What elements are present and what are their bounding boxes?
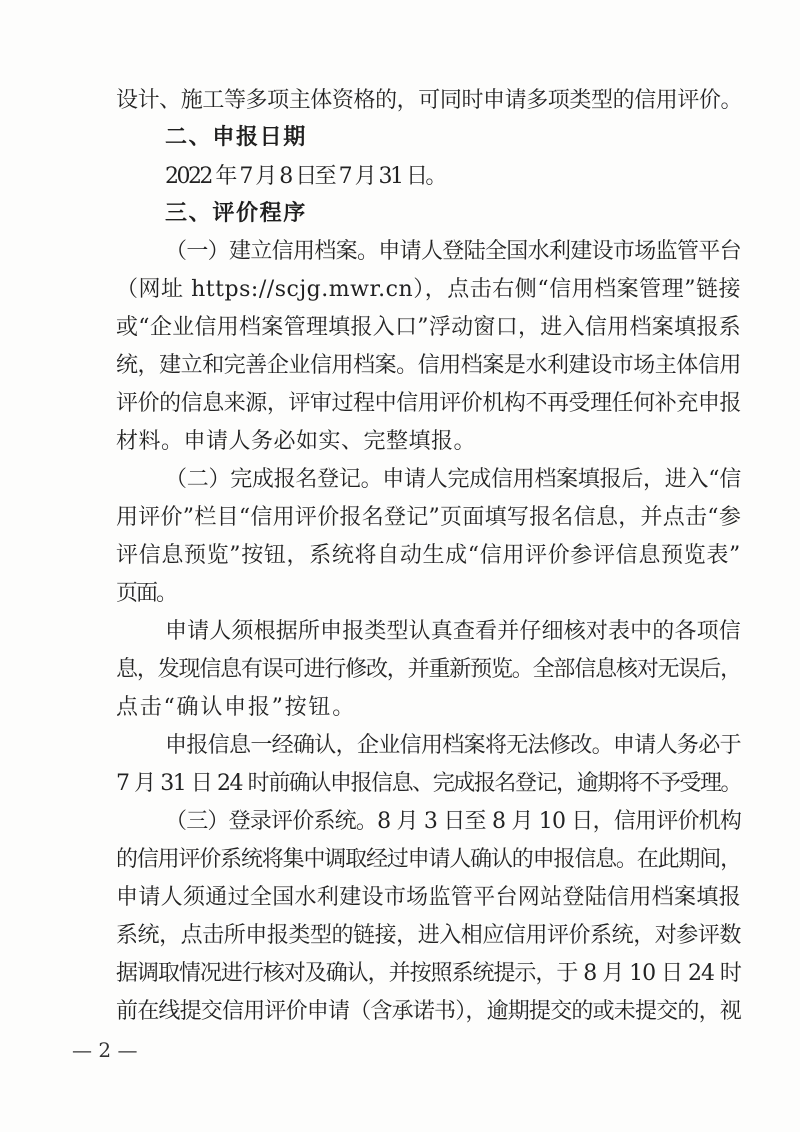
body-line: （一）建立信用档案。申请人登陆全国水利建设市场监管平台 bbox=[165, 239, 741, 264]
body-line: 申报信息一经确认，企业信用档案将无法修改。申请人务必于 bbox=[165, 733, 741, 758]
body-line: 点击“确认申报”按钮。 bbox=[116, 695, 356, 720]
section-heading-evaluation-procedure: 三、评价程序 bbox=[165, 201, 307, 226]
body-line: （网址 https://scjg.mwr.cn），点击右侧“信用档案管理”链接 bbox=[116, 277, 742, 302]
body-line: 页面。 bbox=[116, 581, 176, 606]
body-line: 评价的信息来源，评审过程中信用评价机构不再受理任何补充申报 bbox=[116, 391, 741, 416]
body-line: （三）登录评价系统。8 月 3 日至 8 月 10 日，信用评价机构 bbox=[165, 809, 742, 834]
body-line: 申请人须根据所申报类型认真查看并仔细核对表中的各项信 bbox=[165, 619, 741, 644]
body-line: 的信用评价系统将集中调取经过申请人确认的申报信息。在此期间， bbox=[116, 847, 741, 872]
body-line: 或“企业信用档案管理填报入口”浮动窗口，进入信用档案填报系 bbox=[116, 315, 741, 340]
body-line: 统，建立和完善企业信用档案。信用档案是水利建设市场主体信用 bbox=[116, 353, 741, 378]
body-line: 材料。申请人务必如实、完整填报。 bbox=[116, 429, 477, 454]
body-line: 据调取情况进行核对及确认，并按照系统提示，于 8 月 10 日 24 时 bbox=[116, 961, 741, 986]
body-line: 设计、施工等多项主体资格的，可同时申请多项类型的信用评价。 bbox=[116, 88, 743, 113]
body-line: （二）完成报名登记。申请人完成信用档案填报后，进入“信 bbox=[165, 467, 741, 492]
body-line: 系统，点击所申报类型的链接，进入相应信用评价系统，对参评数 bbox=[116, 923, 741, 948]
body-line: 评信息预览”按钮，系统将自动生成“信用评价参评信息预览表” bbox=[116, 543, 741, 568]
body-line: 7 月 31 日 24 时前确认申报信息、完成报名登记，逾期将不予受理。 bbox=[116, 771, 742, 796]
page-number: — 2 — bbox=[72, 1038, 138, 1062]
body-line: 息，发现信息有误可进行修改，并重新预览。全部信息核对无误后， bbox=[116, 657, 741, 682]
body-line: 申请人须通过全国水利建设市场监管平台网站登陆信用档案填报 bbox=[116, 885, 741, 910]
body-line: 2022 年 7 月 8 日至 7 月 31 日。 bbox=[165, 164, 445, 189]
section-heading-filing-date: 二、申报日期 bbox=[165, 125, 307, 150]
body-line: 前在线提交信用评价申请（含承诺书），逾期提交的或未提交的，视 bbox=[116, 999, 742, 1024]
body-line: 用评价”栏目“信用评价报名登记”页面填写报名信息，并点击“参 bbox=[116, 505, 742, 530]
